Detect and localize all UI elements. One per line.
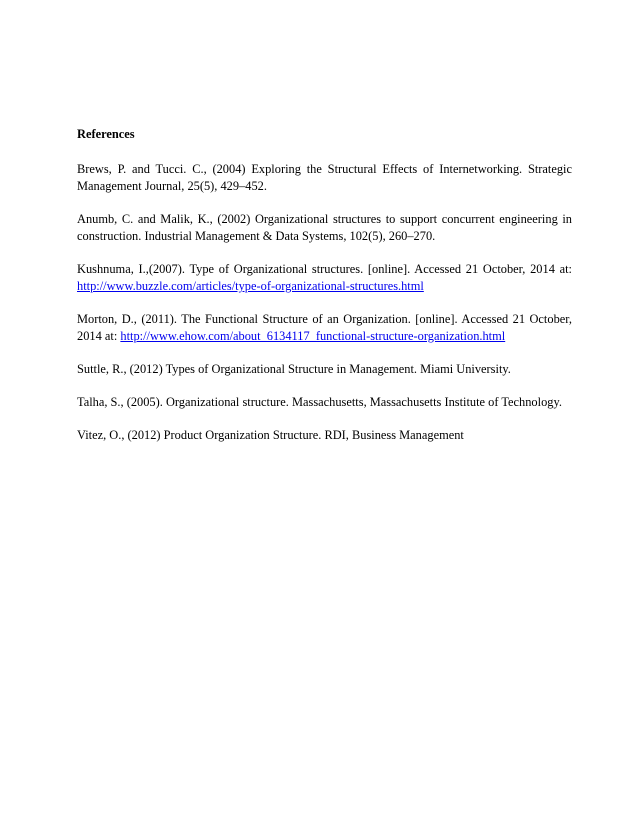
reference-text: Suttle, R., (2012) Types of Organizational Structure in Management. Miami University. <box>77 362 511 376</box>
reference-entry <box>77 394 572 411</box>
reference-text: Talha, S., (2005). Organizational structure. Massachusetts, Massachusetts Institute of Technology. <box>77 395 562 409</box>
references-heading: References <box>77 127 135 141</box>
reference-link[interactable]: http://www.buzzle.com/articles/type-of-organizational-structures.html <box>77 279 424 293</box>
reference-text: Morton, D., (2011). The Functional Structure of an Organization. [online]. Accessed 21 October, 2014 at: <box>77 312 572 343</box>
reference-entry <box>77 161 572 195</box>
reference-text: Anumb, C. and Malik, K., (2002) Organizational structures to support concurrent engineering in construction. Industrial Management & Data Systems, 102(5), 260–270. <box>77 212 572 243</box>
reference-entry <box>77 311 572 345</box>
reference-entry <box>77 427 572 444</box>
reference-entry <box>77 261 572 295</box>
reference-text: Kushnuma, I.,(2007). Type of Organizational structures. [online]. Accessed 21 October, 2014 at: <box>77 262 572 276</box>
references-section <box>77 126 572 460</box>
reference-link[interactable]: http://www.ehow.com/about_6134117_functional-structure-organization.html <box>120 329 506 343</box>
reference-entry <box>77 361 572 378</box>
reference-text: Brews, P. and Tucci. C., (2004) Exploring the Structural Effects of Internetworking. Strategic Management Journal, 25(5), 429–452. <box>77 162 572 193</box>
reference-entry <box>77 211 572 245</box>
reference-text: Vitez, O., (2012) Product Organization Structure. RDI, Business Management <box>77 428 464 442</box>
